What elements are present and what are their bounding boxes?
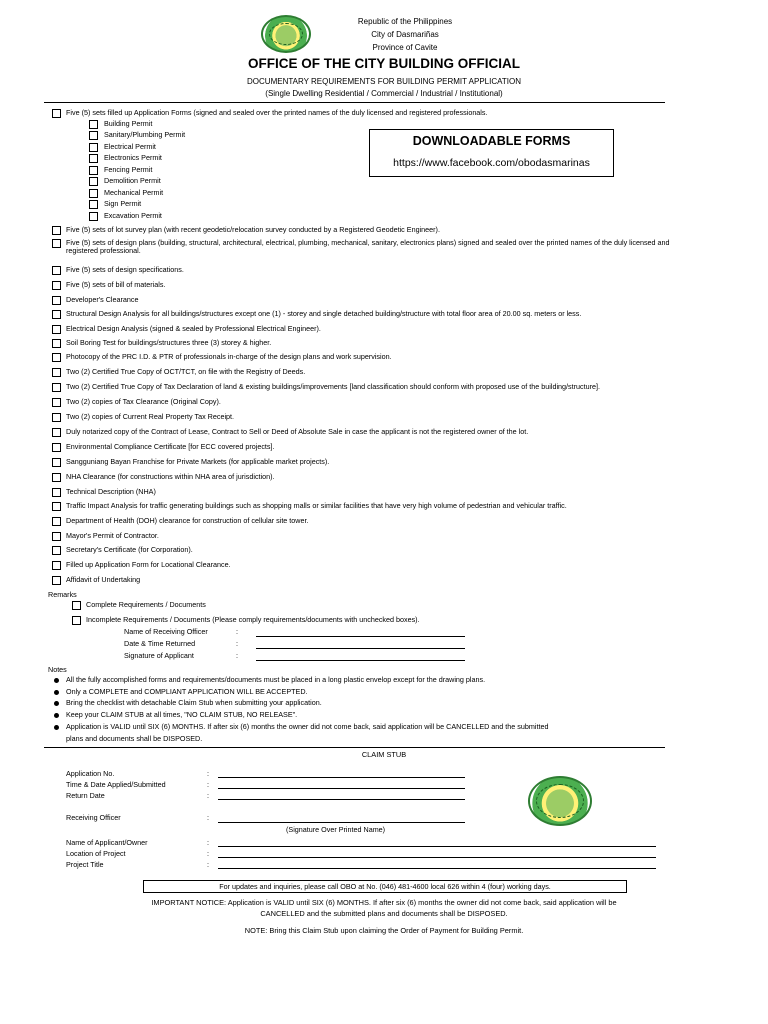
requirement-item: [52, 413, 234, 421]
requirement-item: [52, 546, 193, 554]
requirement-label: Secretary's Certificate (for Corporation).: [66, 545, 193, 554]
claim-stub-title: CLAIM STUB: [361, 750, 407, 759]
city-seal-logo: [528, 776, 592, 826]
permit-form-label: Mechanical Permit: [104, 188, 164, 197]
facebook-url-link[interactable]: https://www.facebook.com/obodasmarinas: [393, 157, 590, 169]
requirement-checkbox[interactable]: [52, 561, 61, 570]
requirement-item: [52, 296, 139, 304]
requirement-checkbox[interactable]: [52, 458, 61, 467]
requirement-label: Affidavit of Undertaking: [66, 575, 141, 584]
requirement-checkbox[interactable]: [52, 226, 61, 235]
cut-line: [44, 747, 665, 748]
city-seal-logo: [261, 15, 311, 53]
requirement-label: Five (5) sets of design plans (building, structural, architectural, electrical, plumbing, mechanical, sanitary, electronics plans) signed and sealed over the printed names of the duly licensed and registered professional.: [66, 238, 670, 255]
application-no-field[interactable]: [218, 777, 465, 778]
requirement-item: [52, 398, 221, 406]
requirement-checkbox[interactable]: [52, 428, 61, 437]
permit-form-label: Demolition Permit: [104, 176, 161, 185]
requirement-label: Technical Description (NHA): [66, 487, 156, 496]
permit-form-checkbox[interactable]: [89, 189, 98, 198]
colon: :: [207, 780, 209, 789]
requirement-item: [52, 310, 581, 318]
project-location-field[interactable]: [218, 857, 656, 858]
city-line: City of Dasmariñas: [371, 30, 439, 39]
requirement-label: Two (2) Certified True Copy of OCT/TCT, on file with the Registry of Deeds.: [66, 367, 306, 376]
requirement-item: [52, 266, 184, 274]
note-continuation: plans and documents shall be DISPOSED.: [66, 734, 203, 743]
requirement-label: Duly notarized copy of the Contract of Lease, Contract to Sell or Deed of Absolute Sale in case the applicant is not the registered owner of the lot.: [66, 427, 529, 436]
requirement-label: NHA Clearance (for constructions within NHA area of jurisdiction).: [66, 472, 275, 481]
requirement-item: [52, 281, 165, 289]
requirement-label: Soil Boring Test for buildings/structures three (3) storey & higher.: [66, 338, 272, 347]
colon: :: [236, 651, 238, 660]
requirement-label: Structural Design Analysis for all buildings/structures except one (1) - storey and single detached building/structure with total floor area of 20.00 sq. meters or less.: [66, 309, 582, 318]
note-item: Bring the checklist with detachable Claim Stub when submitting your application.: [66, 698, 322, 707]
requirement-item: [52, 109, 488, 117]
permit-form-label: Excavation Permit: [104, 211, 162, 220]
inquiry-text: For updates and inquiries, please call OBO at No. (046) 481-4600 local 626 within 4 (four) working days.: [219, 882, 551, 891]
colon: :: [207, 769, 209, 778]
requirement-checkbox[interactable]: [52, 443, 61, 452]
requirement-item: [52, 561, 231, 569]
note-item: Application is VALID until SIX (6) MONTHS. If after six (6) months the owner did not come back, said application will be CANCELLED and the submitted: [66, 722, 549, 731]
colon: :: [207, 849, 209, 858]
remark-incomplete-label: Incomplete Requirements / Documents (Please comply requirements/documents with unchecked boxes).: [86, 615, 420, 624]
office-title: OFFICE OF THE CITY BUILDING OFFICIAL: [248, 56, 520, 71]
downloadable-forms-box: [369, 129, 614, 177]
applicant-name-label: Name of Applicant/Owner: [66, 838, 148, 847]
requirement-checkbox[interactable]: [52, 398, 61, 407]
colon: :: [207, 838, 209, 847]
project-location-label: Location of Project: [66, 849, 126, 858]
note-item: Only a COMPLETE and COMPLIANT APPLICATION WILL BE ACCEPTED.: [66, 687, 308, 696]
requirement-label: Environmental Compliance Certificate [for ECC covered projects].: [66, 442, 275, 451]
requirement-item: [52, 368, 305, 376]
requirement-checkbox[interactable]: [52, 310, 61, 319]
header-divider: [44, 102, 665, 103]
document-subtitle: (Single Dwelling Residential / Commercial / Industrial / Institutional): [265, 89, 503, 98]
permit-form-checkbox[interactable]: [89, 200, 98, 209]
requirement-label: Sangguniang Bayan Franchise for Private Markets (for applicable market projects).: [66, 457, 330, 466]
requirement-item: [52, 325, 321, 333]
receiving-officer-field[interactable]: [256, 636, 465, 637]
requirement-checkbox[interactable]: [52, 502, 61, 511]
requirement-checkbox[interactable]: [52, 576, 61, 585]
requirement-item: [52, 502, 567, 510]
project-title-label: Project Title: [66, 860, 104, 869]
colon: :: [236, 639, 238, 648]
requirement-label: Mayor's Permit of Contractor.: [66, 531, 159, 540]
note-item: All the fully accomplished forms and requirements/documents must be placed in a long plastic envelop except for the drawing plans.: [66, 675, 486, 684]
requirement-checkbox[interactable]: [52, 368, 61, 377]
date-applied-label: Time & Date Applied/Submitted: [66, 780, 166, 789]
permit-form-label: Building Permit: [104, 119, 153, 128]
receiving-officer-stub-label: Receiving Officer: [66, 813, 121, 822]
requirement-item: [52, 226, 440, 234]
document-title: DOCUMENTARY REQUIREMENTS FOR BUILDING PERMIT APPLICATION: [247, 77, 521, 86]
date-returned-field[interactable]: [256, 648, 465, 649]
permit-form-label: Sign Permit: [104, 199, 142, 208]
requirement-label: Department of Health (DOH) clearance for construction of cellular site tower.: [66, 516, 309, 525]
return-date-label: Return Date: [66, 791, 105, 800]
requirement-checkbox[interactable]: [52, 383, 61, 392]
requirement-checkbox[interactable]: [52, 109, 61, 118]
requirement-checkbox[interactable]: [52, 488, 61, 497]
requirement-checkbox[interactable]: [52, 353, 61, 362]
remark-complete: [72, 601, 206, 609]
permit-form-checkbox[interactable]: [89, 212, 98, 221]
note-item: Keep your CLAIM STUB at all times, "NO CLAIM STUB, NO RELEASE".: [66, 710, 298, 719]
requirement-item: [52, 517, 308, 525]
requirement-label: Two (2) Certified True Copy of Tax Declaration of land & existing buildings/improvements [land classification should conform with proposed use of the building/structure].: [66, 382, 601, 391]
bullet-icon: [54, 701, 59, 706]
requirement-label: Five (5) sets of bill of materials.: [66, 280, 166, 289]
requirement-checkbox[interactable]: [52, 296, 61, 305]
requirement-item: [52, 239, 672, 255]
permit-form-checkbox[interactable]: [89, 177, 98, 186]
claim-stub-note: NOTE: Bring this Claim Stub upon claiming the Order of Payment for Building Permit.: [244, 926, 524, 935]
requirement-item: [52, 339, 271, 347]
requirement-item: [52, 383, 600, 391]
remark-complete-label: Complete Requirements / Documents: [86, 600, 206, 609]
requirement-label: Five (5) sets filled up Application Forms (signed and sealed over the printed names of the duly licensed and registered professionals.: [66, 108, 488, 117]
permit-form-checkbox[interactable]: [89, 154, 98, 163]
permit-form-label: Sanitary/Plumbing Permit: [104, 130, 186, 139]
project-title-field[interactable]: [218, 868, 656, 869]
receiving-officer-label: Name of Receiving Officer: [124, 627, 208, 636]
permit-form-label: Fencing Permit: [104, 165, 153, 174]
signature-caption: (Signature Over Printed Name): [286, 825, 386, 834]
requirement-checkbox[interactable]: [52, 281, 61, 290]
republic-line: Republic of the Philippines: [357, 17, 453, 26]
date-returned-label: Date & Time Returned: [124, 639, 196, 648]
signature-applicant-field[interactable]: [256, 660, 465, 661]
requirement-checkbox[interactable]: [52, 325, 61, 334]
requirement-item: [52, 353, 392, 361]
requirement-item: [52, 576, 140, 584]
requirement-label: Electrical Design Analysis (signed & sealed by Professional Electrical Engineer).: [66, 324, 321, 333]
requirement-checkbox[interactable]: [52, 546, 61, 555]
complete-checkbox[interactable]: [72, 601, 81, 610]
important-notice-line2: CANCELLED and the submitted plans and documents shall be DISPOSED.: [260, 909, 508, 918]
receiving-officer-stub-field[interactable]: [218, 822, 465, 823]
requirement-item: [52, 532, 159, 540]
remarks-label: Remarks: [48, 590, 77, 599]
requirement-label: Traffic Impact Analysis for traffic generating buildings such as shopping malls or similar facilities that have very high volume of pedestrian and vehicular traffic.: [66, 501, 567, 510]
signature-applicant-label: Signature of Applicant: [124, 651, 194, 660]
colon: :: [236, 627, 238, 636]
permit-form-checkbox[interactable]: [89, 131, 98, 140]
bullet-icon: [54, 690, 59, 695]
bullet-icon: [54, 725, 59, 730]
requirement-checkbox[interactable]: [52, 413, 61, 422]
requirement-checkbox[interactable]: [52, 266, 61, 275]
requirement-label: Developer's Clearance: [66, 295, 139, 304]
requirement-item: [52, 473, 275, 481]
requirement-label: Photocopy of the PRC I.D. & PTR of professionals in-charge of the design plans and work supervision.: [66, 352, 392, 361]
permit-form-label: Electrical Permit: [104, 142, 156, 151]
bullet-icon: [54, 713, 59, 718]
applicant-name-field[interactable]: [218, 846, 656, 847]
requirement-checkbox[interactable]: [52, 239, 61, 248]
requirement-item: [52, 443, 275, 451]
bullet-icon: [54, 678, 59, 683]
incomplete-checkbox[interactable]: [72, 616, 81, 625]
requirement-label: Five (5) sets of lot survey plan (with recent geodetic/relocation survey conducted by a Registered Geodetic Engineer).: [66, 225, 440, 234]
requirement-label: Two (2) copies of Current Real Property Tax Receipt.: [66, 412, 235, 421]
remark-incomplete: [72, 616, 420, 624]
province-line: Province of Cavite: [372, 43, 438, 52]
permit-form-checkbox[interactable]: [89, 120, 98, 129]
requirement-checkbox[interactable]: [52, 532, 61, 541]
colon: :: [207, 791, 209, 800]
requirement-label: Two (2) copies of Tax Clearance (Original Copy).: [66, 397, 221, 406]
requirement-item: [52, 428, 528, 436]
permit-form-checkbox[interactable]: [89, 166, 98, 175]
important-notice-line1: IMPORTANT NOTICE: Application is VALID until SIX (6) MONTHS. If after six (6) months the owner did not come back, said application will be: [151, 898, 617, 907]
colon: :: [207, 860, 209, 869]
application-no-label: Application No.: [66, 769, 115, 778]
colon: :: [207, 813, 209, 822]
return-date-field[interactable]: [218, 799, 465, 800]
requirement-label: Filled up Application Form for Locational Clearance.: [66, 560, 231, 569]
date-applied-field[interactable]: [218, 788, 465, 789]
requirement-item: [52, 488, 156, 496]
requirement-checkbox[interactable]: [52, 473, 61, 482]
permit-form-label: Electronics Permit: [104, 153, 162, 162]
requirement-checkbox[interactable]: [52, 339, 61, 348]
permit-form-checkbox[interactable]: [89, 143, 98, 152]
inquiry-box: [143, 880, 627, 893]
requirement-label: Five (5) sets of design specifications.: [66, 265, 184, 274]
requirement-item: [52, 458, 329, 466]
notes-label: Notes: [48, 665, 67, 674]
requirement-checkbox[interactable]: [52, 517, 61, 526]
downloadable-forms-title: DOWNLOADABLE FORMS: [412, 134, 571, 148]
